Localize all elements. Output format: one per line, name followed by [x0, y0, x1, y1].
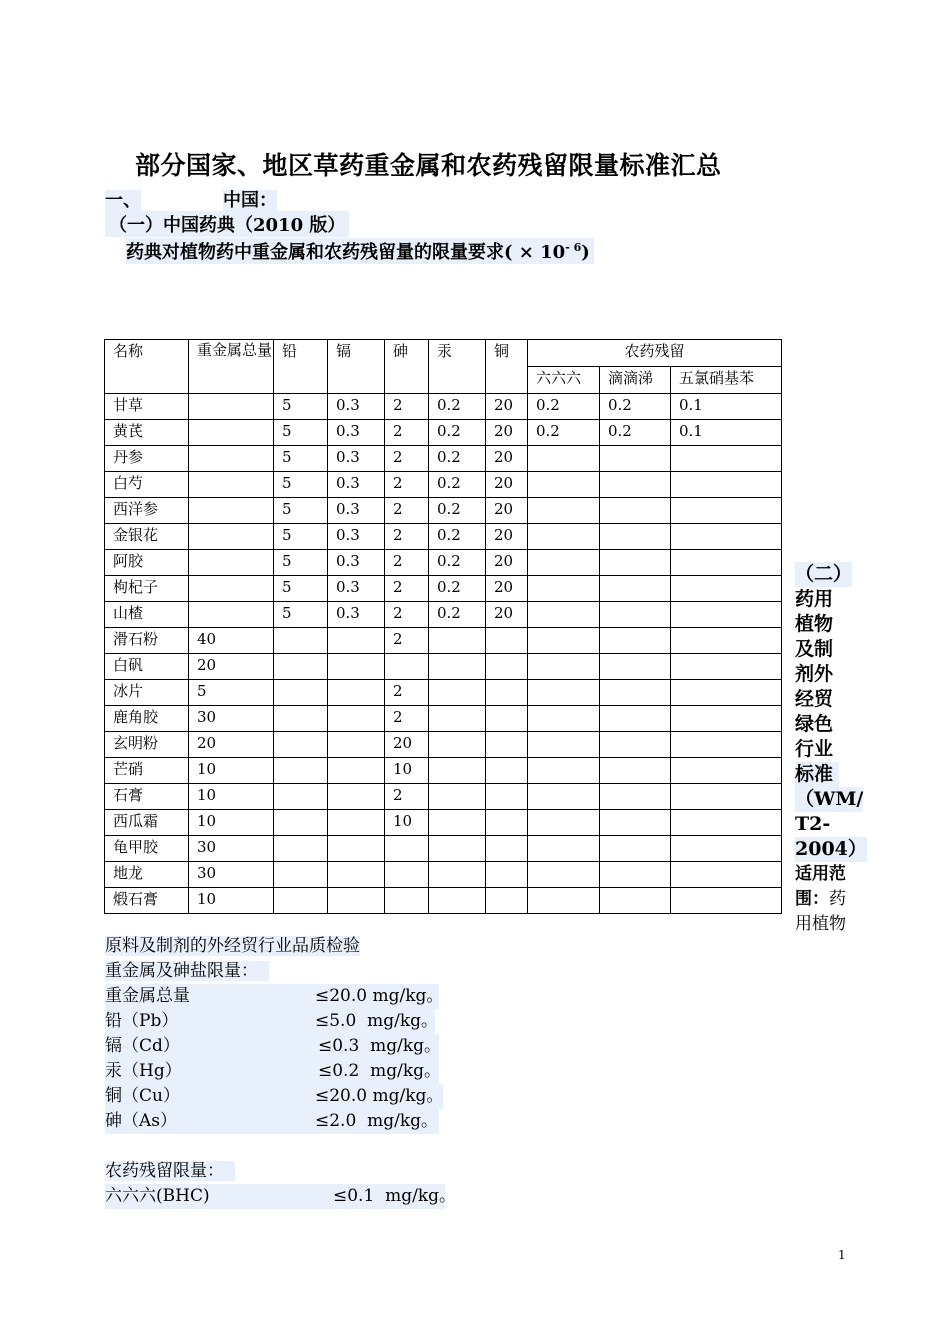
- table-cell: 30: [189, 862, 274, 888]
- limit-value: ≤0.2 mg/kg。: [318, 1061, 442, 1081]
- table-cell: 10: [189, 888, 274, 914]
- table-cell: [486, 654, 528, 680]
- table-caption: [126, 238, 594, 264]
- table-cell-name: 西瓜霜: [105, 810, 189, 836]
- table-cell: [600, 810, 671, 836]
- table-cell: 0.2: [429, 524, 486, 550]
- table-cell-name: 山楂: [105, 602, 189, 628]
- table-cell: [600, 758, 671, 784]
- table-cell: 5: [274, 498, 328, 524]
- table-cell: 0.2: [429, 498, 486, 524]
- table-cell-name: 煅石膏: [105, 888, 189, 914]
- sidebar-line: 2004）: [795, 838, 867, 860]
- table-cell: [429, 654, 486, 680]
- table-cell: [528, 810, 600, 836]
- table-cell: [528, 498, 600, 524]
- header-mercury: 汞: [429, 340, 486, 394]
- table-cell: [600, 498, 671, 524]
- table-cell: 5: [274, 420, 328, 446]
- table-cell: [600, 602, 671, 628]
- table-cell: [429, 706, 486, 732]
- limit-row: [105, 984, 444, 1009]
- sidebar-line: （WM/: [795, 788, 864, 810]
- table-cell: [328, 784, 385, 810]
- subsection-heading: （一）中国药典（2010 版）: [105, 211, 349, 237]
- table-cell: [671, 550, 782, 576]
- table-cell: 5: [274, 524, 328, 550]
- table-cell-name: 鹿角胶: [105, 706, 189, 732]
- table-cell: [429, 810, 486, 836]
- table-row: [105, 498, 782, 524]
- heavy-metal-heading: [105, 959, 269, 984]
- table-cell: 10: [189, 810, 274, 836]
- table-cell-name: 白芍: [105, 472, 189, 498]
- limit-row: [105, 1084, 443, 1109]
- table-row: [105, 836, 782, 862]
- table-cell-name: 石膏: [105, 784, 189, 810]
- table-cell: 5: [274, 602, 328, 628]
- table-row: [105, 706, 782, 732]
- sidebar-scope-text-2: 用植物: [795, 914, 846, 934]
- table-cell: [429, 836, 486, 862]
- table-cell-name: 芒硝: [105, 758, 189, 784]
- table-cell: [328, 732, 385, 758]
- table-cell: [189, 524, 274, 550]
- table-cell: [189, 420, 274, 446]
- table-cell: [528, 732, 600, 758]
- table-row: [105, 524, 782, 550]
- table-cell-name: 黄芪: [105, 420, 189, 446]
- heavy-metal-heading-text: 重金属及砷盐限量：: [105, 961, 258, 981]
- limit-label: 汞（Hg）: [105, 1061, 182, 1081]
- table-cell: 0.3: [328, 576, 385, 602]
- table-cell: [274, 706, 328, 732]
- header-name: 名称: [105, 340, 189, 394]
- table-cell: [671, 524, 782, 550]
- table-cell: [600, 680, 671, 706]
- table-row: [105, 732, 782, 758]
- table-cell: 2: [385, 524, 429, 550]
- table-cell: [486, 706, 528, 732]
- table-cell: [274, 680, 328, 706]
- table-cell: [528, 680, 600, 706]
- table-cell: [528, 602, 600, 628]
- table-cell: 0.3: [328, 550, 385, 576]
- table-cell: 2: [385, 628, 429, 654]
- table-row: [105, 784, 782, 810]
- table-cell: [528, 524, 600, 550]
- table-cell: 0.3: [328, 602, 385, 628]
- table-cell: [671, 680, 782, 706]
- header-ddt: 滴滴涕: [600, 367, 671, 394]
- table-cell: 2: [385, 420, 429, 446]
- header-copper: 铜: [486, 340, 528, 394]
- pesticide-row: [105, 1184, 457, 1209]
- table-row: [105, 472, 782, 498]
- limit-label: 镉（Cd）: [105, 1036, 180, 1056]
- table-cell: 0.2: [528, 420, 600, 446]
- header-pesticide-residue: 农药残留: [528, 340, 782, 367]
- table-cell: [671, 446, 782, 472]
- table-cell-name: 玄明粉: [105, 732, 189, 758]
- table-cell: [429, 732, 486, 758]
- table-cell: 2: [385, 706, 429, 732]
- table-cell: [486, 680, 528, 706]
- section-name: 中国：: [223, 190, 277, 211]
- limit-label: 砷（As）: [105, 1111, 178, 1131]
- table-cell: 10: [189, 758, 274, 784]
- table-cell: 5: [274, 550, 328, 576]
- table-row: [105, 394, 782, 420]
- table-cell: [600, 862, 671, 888]
- limit-label: 铅（Pb）: [105, 1011, 179, 1031]
- table-cell-name: 枸杞子: [105, 576, 189, 602]
- table-cell: 0.3: [328, 420, 385, 446]
- table-cell: [528, 576, 600, 602]
- table-cell: [385, 836, 429, 862]
- table-cell: 20: [189, 732, 274, 758]
- table-cell: [429, 628, 486, 654]
- table-cell: [429, 680, 486, 706]
- table-cell: [671, 654, 782, 680]
- table-cell: 2: [385, 394, 429, 420]
- table-cell: [274, 784, 328, 810]
- table-row: [105, 550, 782, 576]
- table-cell: 10: [385, 810, 429, 836]
- sidebar-standard-title: [795, 562, 867, 937]
- table-cell: [600, 524, 671, 550]
- header-total-heavy-metal: 重金属总量: [189, 340, 274, 394]
- table-cell: [671, 758, 782, 784]
- table-cell: [429, 888, 486, 914]
- table-cell-name: 滑石粉: [105, 628, 189, 654]
- table-cell: [189, 602, 274, 628]
- table-cell: [671, 628, 782, 654]
- table-cell: 30: [189, 706, 274, 732]
- sidebar-line: 植物: [795, 613, 834, 635]
- table-cell-name: 金银花: [105, 524, 189, 550]
- table-cell: [528, 446, 600, 472]
- table-row: [105, 628, 782, 654]
- header-bhc: 六六六: [528, 367, 600, 394]
- table-cell: [528, 888, 600, 914]
- table-cell: 0.1: [671, 420, 782, 446]
- table-cell: 0.3: [328, 498, 385, 524]
- table-cell-name: 地龙: [105, 862, 189, 888]
- table-row: [105, 862, 782, 888]
- table-row: [105, 602, 782, 628]
- table-cell: [528, 654, 600, 680]
- table-cell-name: 白矾: [105, 654, 189, 680]
- table-cell: [328, 628, 385, 654]
- table-cell: [189, 550, 274, 576]
- table-cell: 2: [385, 472, 429, 498]
- table-cell: 0.2: [600, 394, 671, 420]
- sidebar-line: 绿色: [795, 713, 834, 735]
- table-cell: [328, 836, 385, 862]
- limit-value: ≤0.3 mg/kg。: [318, 1036, 442, 1056]
- table-cell: 5: [274, 576, 328, 602]
- table-cell: 20: [486, 602, 528, 628]
- table-cell: [671, 498, 782, 524]
- header-cadmium: 镉: [328, 340, 385, 394]
- table-cell: [671, 810, 782, 836]
- table-cell: 0.2: [600, 420, 671, 446]
- table-cell: 20: [486, 498, 528, 524]
- table-cell: 0.2: [429, 446, 486, 472]
- table-cell: [671, 576, 782, 602]
- table-cell: [600, 550, 671, 576]
- page-number: 1: [838, 1248, 846, 1262]
- table-cell: [385, 862, 429, 888]
- table-cell: 20: [486, 550, 528, 576]
- table-cell: [189, 446, 274, 472]
- limit-value: ≤5.0 mg/kg。: [315, 1011, 439, 1031]
- table-cell: [486, 628, 528, 654]
- table-row: [105, 810, 782, 836]
- limit-label: 铜（Cu）: [105, 1086, 180, 1106]
- table-cell: 20: [486, 472, 528, 498]
- limit-row: [105, 1059, 442, 1084]
- table-cell: [274, 810, 328, 836]
- table-cell: 0.2: [429, 394, 486, 420]
- table-cell: [385, 888, 429, 914]
- table-row: [105, 576, 782, 602]
- table-cell: [328, 888, 385, 914]
- table-cell: [274, 862, 328, 888]
- table-cell: 20: [486, 524, 528, 550]
- table-cell: [486, 836, 528, 862]
- table-cell: 5: [274, 446, 328, 472]
- body-intro: [105, 934, 360, 959]
- table-cell: 2: [385, 550, 429, 576]
- table-cell: [600, 472, 671, 498]
- table-cell-name: 冰片: [105, 680, 189, 706]
- sidebar-line: T2-: [795, 813, 831, 835]
- pesticide-heading: [105, 1159, 235, 1184]
- table-cell: [189, 498, 274, 524]
- sidebar-scope-label-1: 适用范: [795, 864, 846, 884]
- table-cell: [429, 784, 486, 810]
- table-cell: 20: [486, 394, 528, 420]
- table-cell: 2: [385, 498, 429, 524]
- table-cell: [274, 888, 328, 914]
- table-cell-name: 甘草: [105, 394, 189, 420]
- table-cell: 5: [189, 680, 274, 706]
- table-row: [105, 446, 782, 472]
- table-cell: [600, 706, 671, 732]
- table-row: [105, 654, 782, 680]
- table-cell: 0.1: [671, 394, 782, 420]
- table-cell: [528, 784, 600, 810]
- table-cell: 0.2: [429, 420, 486, 446]
- table-cell: 2: [385, 602, 429, 628]
- table-cell: [486, 888, 528, 914]
- table-cell: [671, 862, 782, 888]
- limit-value: ≤20.0 mg/kg。: [315, 1086, 444, 1106]
- table-cell: 20: [385, 732, 429, 758]
- sidebar-scope-label-2: 围：: [795, 889, 829, 909]
- table-cell-name: 阿胶: [105, 550, 189, 576]
- table-cell: [600, 654, 671, 680]
- table-cell: 0.3: [328, 394, 385, 420]
- sidebar-line: 药用: [795, 588, 834, 610]
- table-cell: 2: [385, 576, 429, 602]
- table-cell: [274, 732, 328, 758]
- table-cell: [486, 732, 528, 758]
- table-cell: [189, 472, 274, 498]
- table-caption-close: ): [581, 242, 590, 263]
- limit-label: 重金属总量: [105, 986, 190, 1006]
- sidebar-line: 剂外: [795, 663, 834, 685]
- table-cell: [486, 784, 528, 810]
- table-cell: 10: [189, 784, 274, 810]
- table-cell: 5: [274, 394, 328, 420]
- table-cell: [528, 706, 600, 732]
- header-lead: 铅: [274, 340, 328, 394]
- table-cell: 20: [486, 420, 528, 446]
- table-cell: [328, 706, 385, 732]
- table-cell: [328, 680, 385, 706]
- header-pcnb: 五氯硝基苯: [671, 367, 782, 394]
- table-cell: 0.2: [528, 394, 600, 420]
- limit-value: ≤2.0 mg/kg。: [315, 1111, 439, 1131]
- table-cell: 0.2: [429, 550, 486, 576]
- table-cell: [486, 758, 528, 784]
- table-cell: [328, 810, 385, 836]
- table-cell: 2: [385, 446, 429, 472]
- sidebar-line: 经贸: [795, 688, 834, 710]
- table-cell-name: 龟甲胶: [105, 836, 189, 862]
- table-cell: 5: [274, 472, 328, 498]
- section-number: 一、: [105, 190, 141, 211]
- table-cell: [671, 888, 782, 914]
- table-row: [105, 420, 782, 446]
- table-cell: 0.3: [328, 446, 385, 472]
- table-cell: 10: [385, 758, 429, 784]
- table-cell: [385, 654, 429, 680]
- table-cell: [528, 628, 600, 654]
- pesticide-value: ≤0.1 mg/kg。: [333, 1186, 457, 1206]
- table-cell: [671, 706, 782, 732]
- pesticide-heading-text: 农药残留限量：: [105, 1161, 224, 1181]
- table-row: [105, 888, 782, 914]
- table-cell: [671, 732, 782, 758]
- table-cell: [429, 862, 486, 888]
- table-cell: 2: [385, 784, 429, 810]
- table-cell: 0.2: [429, 602, 486, 628]
- sidebar-line: 行业: [795, 738, 834, 760]
- limit-row: [105, 1034, 442, 1059]
- intro-text: 原料及制剂的外经贸行业品质检验: [105, 936, 360, 956]
- table-cell: 20: [486, 446, 528, 472]
- sidebar-scope-text-1: 药: [829, 889, 846, 909]
- limit-row: [105, 1009, 439, 1034]
- table-caption-text: 药典对植物药中重金属和农药残留量的限量要求( × 10: [126, 242, 566, 263]
- sidebar-line: 及制: [795, 638, 834, 660]
- table-cell: [600, 628, 671, 654]
- table-cell: [671, 836, 782, 862]
- table-cell: 20: [189, 654, 274, 680]
- table-cell: [274, 836, 328, 862]
- limit-row: [105, 1109, 439, 1134]
- table-cell: [600, 888, 671, 914]
- table-cell: 0.3: [328, 472, 385, 498]
- table-cell: 30: [189, 836, 274, 862]
- table-cell: 40: [189, 628, 274, 654]
- table-cell: 0.2: [429, 472, 486, 498]
- sidebar-line: 标准: [795, 762, 839, 787]
- table-cell-name: 丹参: [105, 446, 189, 472]
- table-cell: [486, 862, 528, 888]
- table-cell: [671, 602, 782, 628]
- table-cell: [274, 758, 328, 784]
- limit-value: ≤20.0 mg/kg。: [315, 986, 444, 1006]
- limits-table: [104, 339, 782, 914]
- table-cell: 2: [385, 680, 429, 706]
- table-cell: [528, 550, 600, 576]
- document-title: 部分国家、地区草药重金属和农药残留限量标准汇总: [135, 151, 722, 180]
- table-cell: [600, 784, 671, 810]
- table-cell: 20: [486, 576, 528, 602]
- table-cell: [600, 732, 671, 758]
- table-cell: [671, 784, 782, 810]
- table-row: [105, 680, 782, 706]
- table-cell: [600, 446, 671, 472]
- pesticide-label: 六六六(BHC): [105, 1186, 210, 1206]
- table-cell: [274, 628, 328, 654]
- sidebar-line: （二）: [795, 563, 853, 585]
- table-cell: [600, 576, 671, 602]
- table-cell: [528, 472, 600, 498]
- table-cell: [528, 758, 600, 784]
- table-cell: [671, 472, 782, 498]
- table-cell: [600, 836, 671, 862]
- table-cell: [189, 576, 274, 602]
- table-cell: [486, 810, 528, 836]
- table-cell: [429, 758, 486, 784]
- table-cell: [328, 758, 385, 784]
- header-arsenic: 砷: [385, 340, 429, 394]
- table-cell: [189, 394, 274, 420]
- table-cell: [528, 836, 600, 862]
- table-cell: [328, 862, 385, 888]
- table-cell: 0.3: [328, 524, 385, 550]
- table-cell: [274, 654, 328, 680]
- table-cell: [528, 862, 600, 888]
- table-cell: [328, 654, 385, 680]
- section-heading-china: [105, 186, 277, 212]
- table-row: [105, 758, 782, 784]
- table-cell-name: 西洋参: [105, 498, 189, 524]
- table-cell: 0.2: [429, 576, 486, 602]
- table-caption-exponent: - 6: [565, 241, 582, 254]
